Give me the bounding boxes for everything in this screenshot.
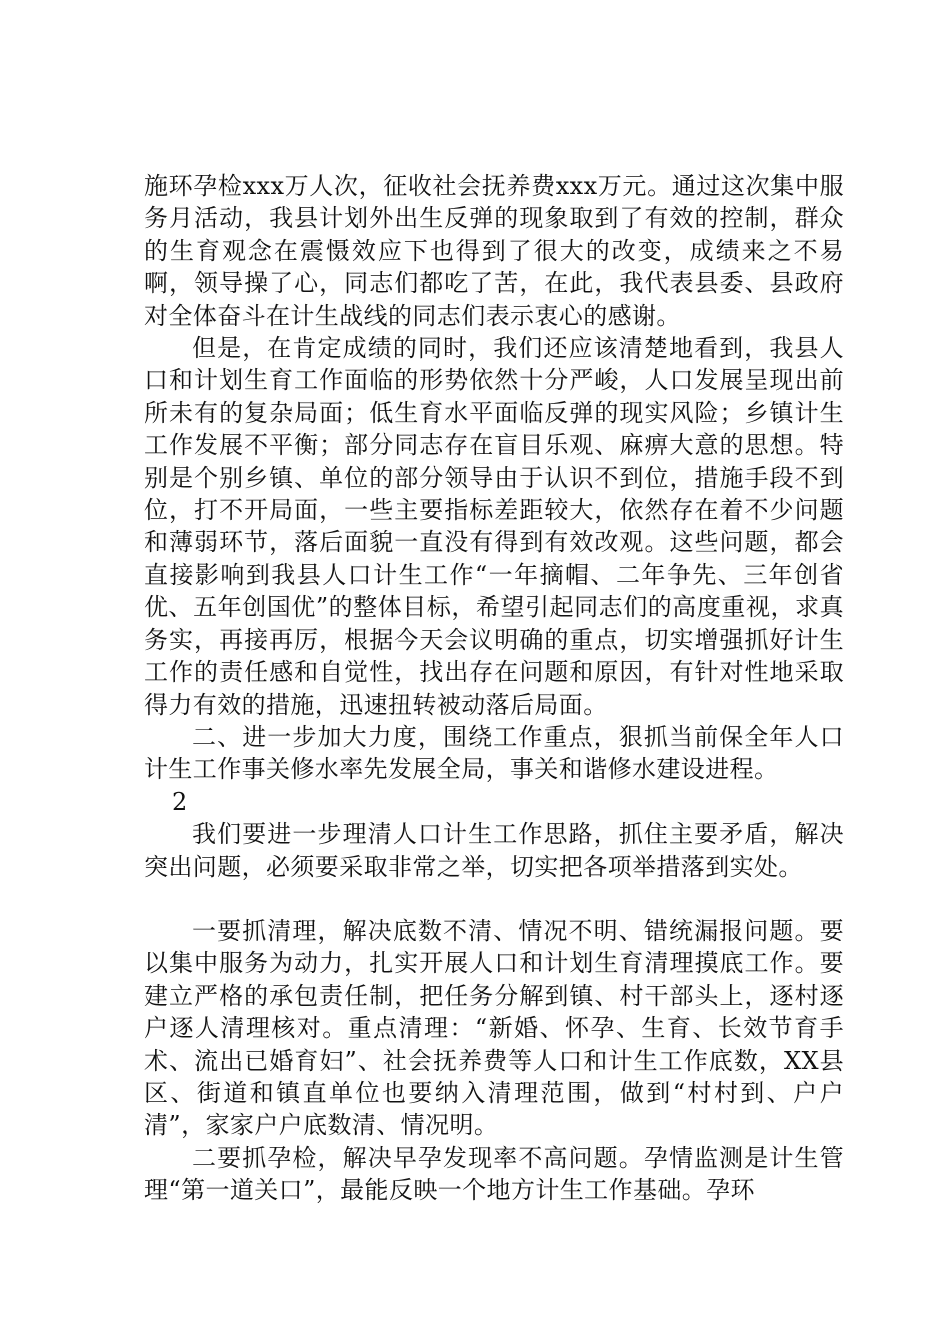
paragraph-4: 我们要进一步理清人口计生工作思路，抓住主要矛盾，解决突出问题，必须要采取非常之举，切实把各项举措落到实处。 (144, 820, 844, 881)
paragraph-6: 二要抓孕检，解决早孕发现率不高问题。孕情监测是计生管理“第一道关口”，最能反映一个地方计生工作基础。孕环 (144, 1143, 844, 1205)
paragraph-3: 二、进一步加大力度，围绕工作重点，狠抓当前保全年人口计生工作事关修水率先发展全局，事关和谐修水建设进程。 (144, 722, 844, 784)
paragraph-1: 施环孕检xxx万人次，征收社会抚养费xxx万元。通过这次集中服务月活动，我县计划外出生反弹的现象取到了有效的控制，群众的生育观念在震慑效应下也得到了很大的改变，成绩来之不易啊，领导操了心，同志们都吃了苦，在此，我代表县委、县政府对全体奋斗在计生战线的同志们表示衷心的感谢。 (144, 172, 844, 330)
paragraph-gap (144, 883, 844, 915)
paragraph-2: 但是，在肯定成绩的同时，我们还应该清楚地看到，我县人口和计划生育工作面临的形势依然十分严峻，人口发展呈现出前所未有的复杂局面；低生育水平面临反弹的现实风险；乡镇计生工作发展不平衡；部分同志存在盲目乐观、麻痹大意的思想。特别是个别乡镇、单位的部分领导由于认识不到位，措施手段不到位，打不开局面，一些主要指标差距较大，依然存在着不少问题和薄弱环节，落后面貌一直没有得到有效改观。这些问题，都会直接影响到我县人口计生工作“一年摘帽、二年争先、三年创省优、五年创国优”的整体目标，希望引起同志们的高度重视，求真务实，再接再厉，根据今天会议明确的重点，切实增强抓好计生工作的责任感和自觉性，找出存在问题和原因，有针对性地采取得力有效的措施，迅速扭转被动落后局面。 (144, 334, 844, 719)
page-number: 2 (172, 787, 188, 816)
paragraph-5: 一要抓清理，解决底数不清、情况不明、错统漏报问题。要以集中服务为动力，扎实开展人口和计划生育清理摸底工作。要建立严格的承包责任制，把任务分解到镇、村干部头上，逐村逐户逐人清理核对。重点清理：“新婚、怀孕、生育、长效节育手术、流出已婚育妇”、社会抚养费等人口和计生工作底数，XX县区、街道和镇直单位也要纳入清理范围，做到“村村到、户户清”，家家户户底数清、情况明。 (144, 916, 844, 1140)
document-body (144, 170, 844, 1207)
